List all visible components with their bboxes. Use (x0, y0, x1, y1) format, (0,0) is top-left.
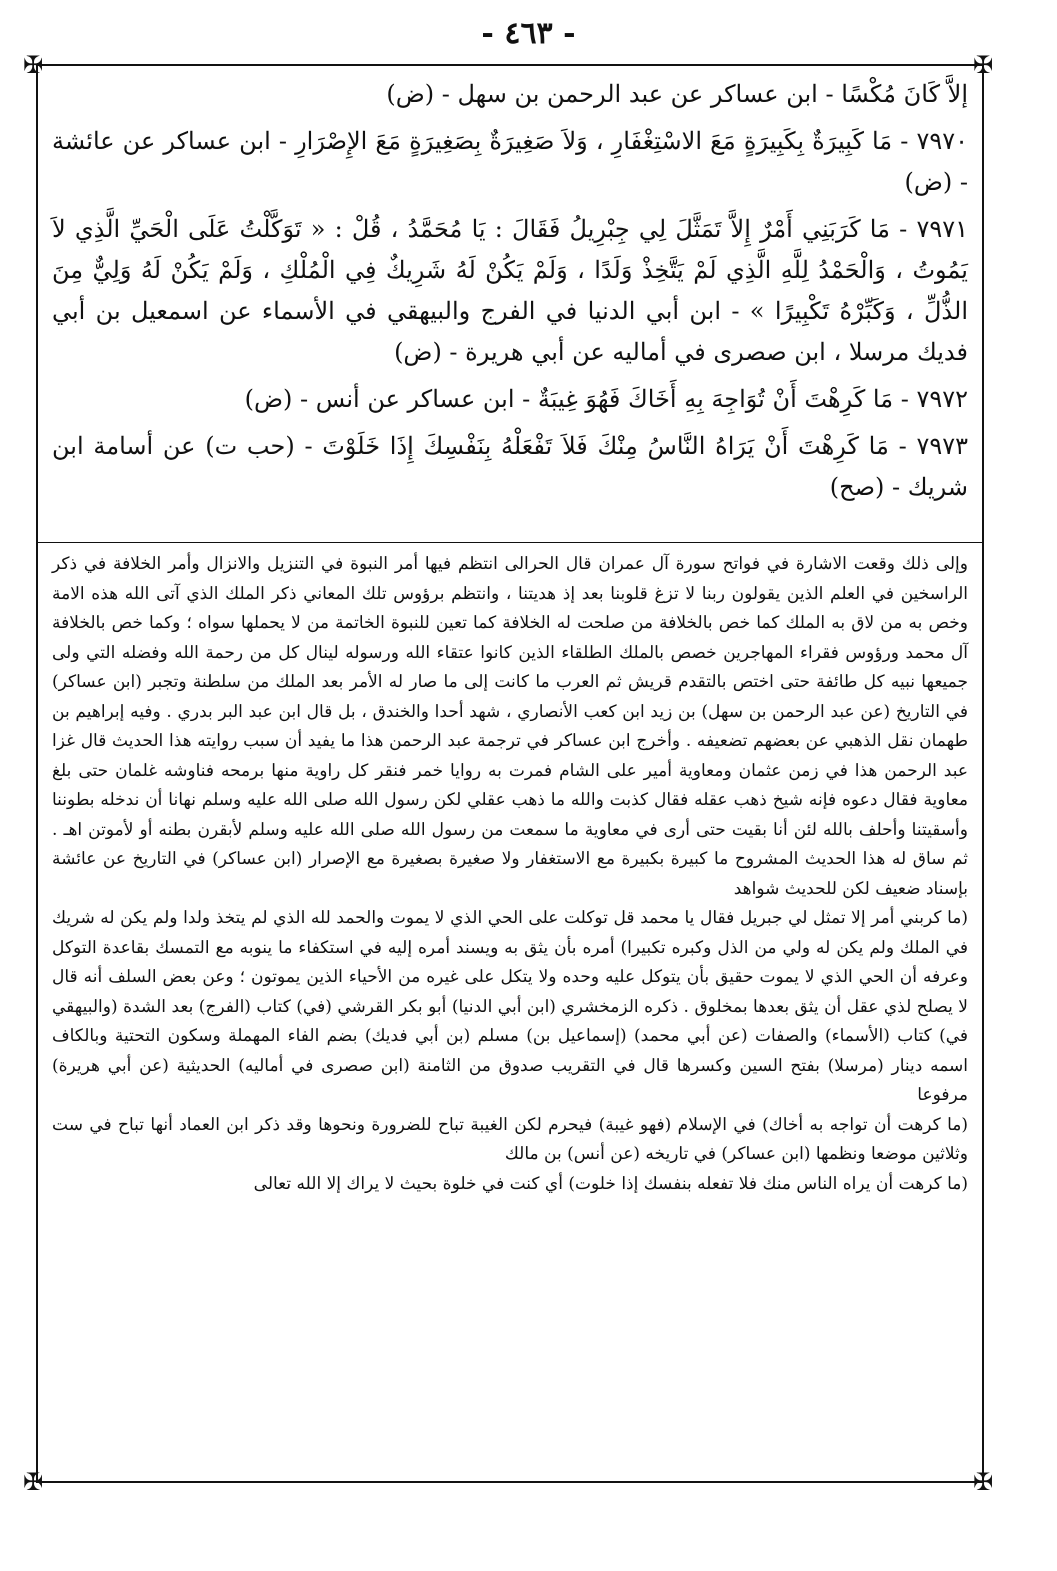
frame-right-border (982, 64, 984, 1483)
hadith-entry: ٧٩٧١ - مَا كَرَبَنِي أَمْرٌ إِلاَّ تَمَثَّلَ لِي جِبْرِيلُ فَقَالَ : يَا مُحَمَّدُ ، قُلْ : « تَوَكَّلْتُ عَلَى الْحَيِّ الَّذِي لاَ يَمُوتُ ، وَالْحَمْدُ لِلَّهِ الَّذِي لَمْ يَتَّخِذْ وَلَدًا ، وَلَمْ يَكُنْ لَهُ شَرِيكٌ فِي الْمُلْكِ ، وَلَمْ يَكُنْ لَهُ وَلِيٌّ مِنَ الذُّلِّ ، وَكَبِّرْهُ تَكْبِيرًا » - ابن أبي الدنيا في الفرج والبيهقي في الأسماء عن اسمعيل بن أبي فديك مرسلا ، ابن صصرى في أماليه عن أبي هريرة - (ض) (52, 215, 968, 366)
hadith-section (52, 74, 968, 536)
hadith-entry: ٧٩٧٠ - مَا كَبِيرَةٌ بِكَبِيرَةٍ مَعَ الاسْتِغْفَارِ ، وَلاَ صَغِيرَةٌ بِصَغِيرَةٍ مَعَ الإِصْرَارِ - ابن عساكر عن عائشة - (ض) (52, 127, 968, 196)
frame-top-border (36, 64, 984, 66)
page-number: - ٤٦٣ - (481, 16, 576, 51)
frame-left-border (36, 64, 38, 1483)
corner-ornament-icon: ✠ (22, 51, 44, 79)
frame-bottom-border (36, 1481, 984, 1483)
commentary-paragraph: (ما كرهت أن يراه الناس منك فلا تفعله بنفسك إذا خلوت) أي كنت في خلوة بحيث لا يراك إلا الله تعالى (253, 1173, 968, 1194)
hadith-entry: ٧٩٧٢ - مَا كَرِهْتَ أَنْ تُوَاجِهَ بِهِ أَخَاكَ فَهُوَ غِيبَةٌ - ابن عساكر عن أنس - (ض) (244, 385, 968, 413)
hadith-entry: إلاَّ كَانَ مُكْسًا - ابن عساكر عن عبد الرحمن بن سهل - (ض) (386, 80, 968, 108)
corner-ornament-icon: ✠ (972, 51, 994, 79)
corner-ornament-icon: ✠ (22, 1468, 44, 1496)
commentary-paragraph: (ما كربني أمر إلا تمثل لي جبريل فقال يا محمد قل توكلت على الحي الذي لا يموت والحمد لله الذي لم يتخذ ولدا ولم يكن له شريك في الملك ولم يكن له ولي من الذل وكبره تكبيرا) أمره بأن يثق به ويسند أمره إليه في استكفاء ما ينوبه مع التمسك بقاعدة التوكل وعرفه أن الحي الذي لا يموت حقيق بأن يتوكل عليه وحده ولا يتكل على غيره من الأحياء الذين يموتون ؛ وعن بعض السلف أنه قال لا يصلح لذي عقل أن يثق بعدها بمخلوق . ذكره الزمخشري (ابن أبي الدنيا) أبو بكر القرشي (في) كتاب (الفرج) بعد الشدة (والبيهقي في) كتاب (الأسماء) والصفات (عن أبي محمد) (إسماعيل بن) مسلم (بن أبي فديك) بضم الفاء المهملة وسكون التحتية وبالكاف اسمه دينار (مرسلا) بفتح السين وكسرها قال في التقريب صدوق من الثامنة (ابن صصرى في أماليه) الحديثية (عن أبي هريرة) مرفوعا (52, 908, 969, 1105)
commentary-section (52, 550, 968, 1478)
corner-ornament-icon: ✠ (972, 1468, 994, 1496)
commentary-paragraph: (ما كرهت أن تواجه به أخاك) في الإسلام (فهو غيبة) فيحرم لكن الغيبة تباح للضرورة ونحوها وقد ذكر ابن العماد أنها تباح في ست وثلاثين موضعا ونظمها (ابن عساكر) في تاريخه (عن أنس) بن مالك (52, 1114, 968, 1164)
commentary-paragraph: وإلى ذلك وقعت الاشارة في فواتح سورة آل عمران قال الحرالى انتظم فيها أمر النبوة في التنزيل والانزال وأمر الخلافة في ذكر الراسخين في العلم الذين يقولون ربنا لا تزغ قلوبنا بعد إذ هديتنا ، وانتظم برؤوس تلك المعاني ذكر الملك الذي آتى الله هذه الامة وخص به من لاق به الملك كما خص بالخلافة من صلحت له الخلافة كما تعين للنبوة الخاتمة من لا يحملها سواه ؛ وكما خص بالخلافة آل محمد ورؤوس فقراء المهاجرين خصص بالملك الطلقاء الذين كانوا عتقاء الله ورسوله لينال كل من رحمة الله وفضله التي ولى جميعها نبيه كل طائفة حتى اختص بالتقدم قريش ثم العرب ما كانت إلى ما صار له الأمر بعد الملك من سلطنة وتجبر (ابن عساكر) في التاريخ (عن عبد الرحمن بن سهل) بن زيد ابن كعب الأنصاري ، شهد أحدا والخندق ، بل قال ابن عبد البر بدري . وفيه إبراهيم بن طهمان نقل الذهبي عن بعضهم تضعيفه . وأخرج ابن عساكر في ترجمة عبد الرحمن هذا ما يفيد أن سبب روايته هذا الحديث قال غزا عبد الرحمن هذا في زمن عثمان ومعاوية أمير على الشام فمرت به روايا خمر فنقر كل راوية منها برمحه فناوشه غلمان حتى بلغ معاوية فقال دعوه فإنه شيخ ذهب عقله فقال كذبت والله ما ذهب عقلي لكن رسول الله صلى الله عليه وسلم نهانا أن ندخله بطوننا وأسقيتنا وأحلف بالله لئن أنا بقيت حتى أرى في معاوية ما سمعت من رسول الله صلى الله عليه وسلم لأبقرن بطنه أو لأموتن اهـ . ثم ساق له هذا الحديث المشروح ما كبيرة بكبيرة مع الاستغفار ولا صغيرة بصغيرة مع الإصرار (ابن عساكر) في التاريخ عن عائشة بإسناد ضعيف لكن للحديث شواهد (52, 554, 968, 899)
hadith-entry: ٧٩٧٣ - مَا كَرِهْتَ أَنْ يَرَاهُ النَّاسُ مِنْكَ فَلاَ تَفْعَلْهُ بِنَفْسِكَ إِذَا خَلَوْتَ - (حب ت) عن أسامة ابن شريك - (صح) (52, 432, 968, 501)
section-divider (38, 542, 982, 543)
